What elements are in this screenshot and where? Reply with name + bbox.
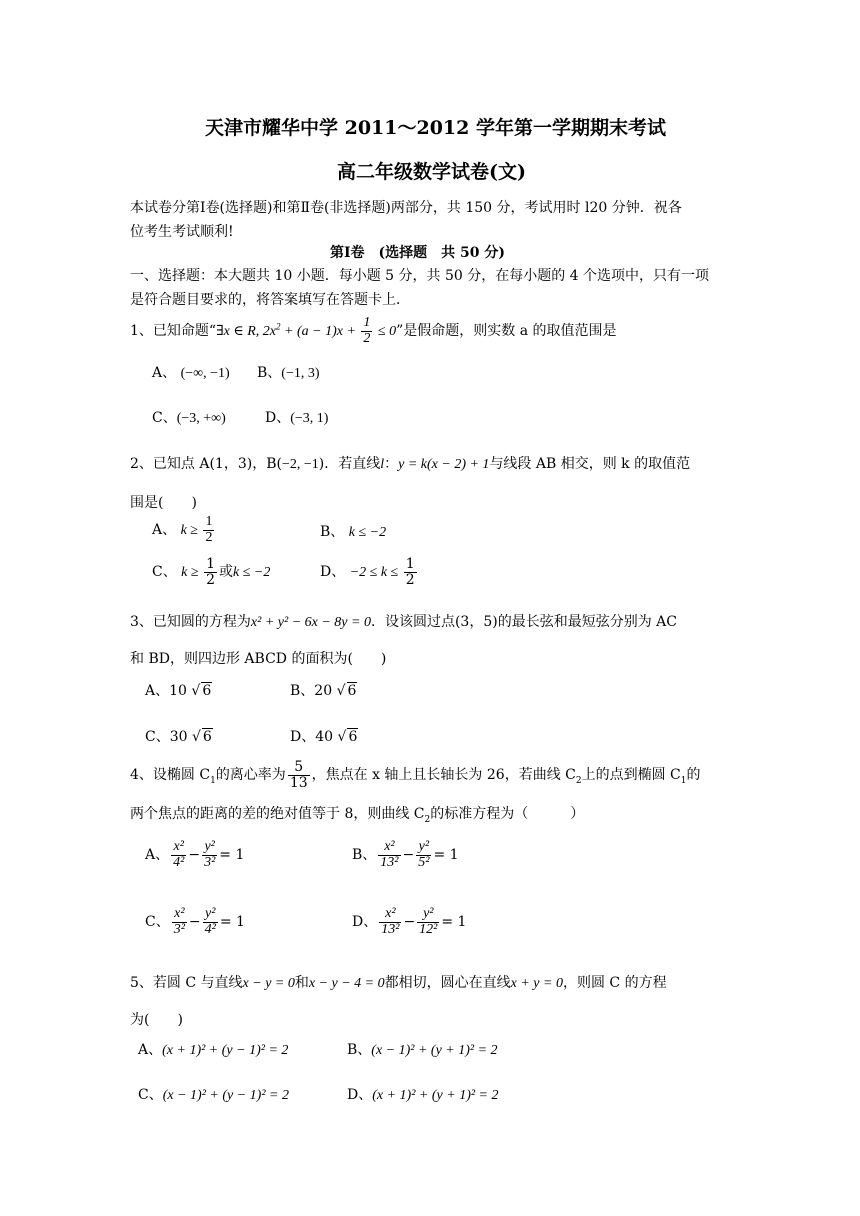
- section-instruction-2: 是符合题目要求的，将答案填写在答题卡上．: [130, 292, 410, 308]
- section-instruction-1: 一、选择题：本大题共 10 小题．每小题 5 分，共 50 分，在每小题的 4 个选项中，只有一项: [130, 268, 710, 284]
- q5-option-a: A、(x + 1)² + (y − 1)² = 2: [138, 1042, 289, 1058]
- question-2-stem: 2、已知点 A(1，3)，B(−2, −1)．若直线l：y = k(x − 2) + 1与线段 AB 相交，则 k 的取值范: [130, 456, 691, 472]
- q1-fraction: $\frac{1}{2}$: [363, 315, 371, 346]
- q5-option-b: B、(x − 1)² + (y + 1)² = 2: [347, 1042, 498, 1058]
- q4-option-b: B、 $\frac{\text{x²}}{\text{13²}}$ − $\frac{\text{y²}}{\text{5²}}$ = 1: [352, 839, 459, 870]
- q1-tail: ”是假命题，则实数 a 的取值范围是: [396, 323, 617, 340]
- q3-option-b: B、20 √ 6: [290, 683, 357, 699]
- q4-option-a: A、 $\frac{\text{x²}}{\text{4²}}$ − $\frac{\text{y²}}{\text{3²}}$ = 1: [145, 839, 245, 870]
- question-1-stem: 1、已知命题“∃x ∈ R, $2x^2 + (a - 1)x$ + $\frac{1}{2}$ ≤ 0”是假命题，则实数 a 的取值范围是: [130, 315, 617, 346]
- exam-subtitle: 高二年级数学试卷(文): [337, 161, 526, 183]
- q4-option-d: D、 $\frac{\text{x²}}{\text{13²}}$ − $\frac{\text{y²}}{\text{12²}}$ = 1: [352, 906, 467, 937]
- q1-option-b: B、(−1, 3): [257, 365, 320, 381]
- q4-option-c: C、 $\frac{\text{x²}}{\text{3²}}$ − $\frac{\text{y²}}{\text{4²}}$ = 1: [145, 906, 245, 937]
- q3-option-c: C、30 √ 6: [145, 729, 212, 745]
- q1-expr: ∃x ∈ R, 2x: [216, 324, 277, 340]
- q1-expr3: ≤ 0: [374, 324, 397, 340]
- intro-line-1: 本试卷分第Ⅰ卷(选择题)和第Ⅱ卷(非选择题)两部分，共 150 分，考试用时 l20 分钟．祝各: [130, 200, 682, 216]
- q3-line-2: 和 BD，则四边形 ABCD 的面积为( ): [130, 651, 387, 667]
- intro-line-2: 位考生考试顺利!: [130, 224, 234, 240]
- q1-option-a: A、 (−∞, −1): [152, 365, 230, 381]
- q2-line-2: 围是( ): [130, 495, 197, 511]
- exam-title: 天津市耀华中学 2011～2012 学年第一学期期末考试: [205, 117, 666, 139]
- q1-option-d: D、(−3, 1): [265, 410, 329, 426]
- q1-expr2: + (a − 1)x +: [280, 324, 360, 340]
- question-5-stem: 5、若圆 C 与直线x − y = 0和x − y − 4 = 0都相切，圆心在直线x + y = 0，则圆 C 的方程: [130, 975, 667, 991]
- q1-option-c: C、(−3, +∞): [152, 410, 226, 426]
- section-heading: 第Ⅰ卷 (选择题 共 50 分): [330, 245, 506, 261]
- q2-option-b: B、 k ≤ −2: [320, 524, 387, 540]
- q3-option-a: A、10 √ 6: [145, 683, 212, 699]
- q1-number: 1、已知命题“: [130, 323, 217, 340]
- q4-line-2: 两个焦点的距离的差的绝对值等于 8，则曲线 $C_2$的标准方程为（ ）: [130, 806, 585, 825]
- q2-option-c: C、 k ≥ $\frac{1}{2}$ 或k ≤ −2: [152, 556, 271, 588]
- q5-option-d: D、(x + 1)² + (y + 1)² = 2: [347, 1087, 499, 1103]
- question-3-stem: 3、已知圆的方程为x² + y² − 6x − 8y = 0．设该圆过点(3，5)的最长弦和最短弦分别为 AC: [130, 614, 677, 630]
- q5-line-2: 为( ): [130, 1012, 183, 1028]
- question-4-stem: 4、设椭圆 $C_1$的离心率为 $\frac{5}{13}$ ，焦点在 x 轴上且长轴长为 26，若曲线 $C_2$上的点到椭圆 $C_1$的: [130, 759, 701, 791]
- q2-option-d: D、 −2 ≤ k ≤ $\frac{1}{2}$: [320, 556, 415, 588]
- q5-option-c: C、(x − 1)² + (y − 1)² = 2: [138, 1087, 289, 1103]
- q3-option-d: D、40 √ 6: [290, 729, 358, 745]
- q2-option-a: A、 k ≥ $\frac{1}{2}$: [152, 514, 213, 545]
